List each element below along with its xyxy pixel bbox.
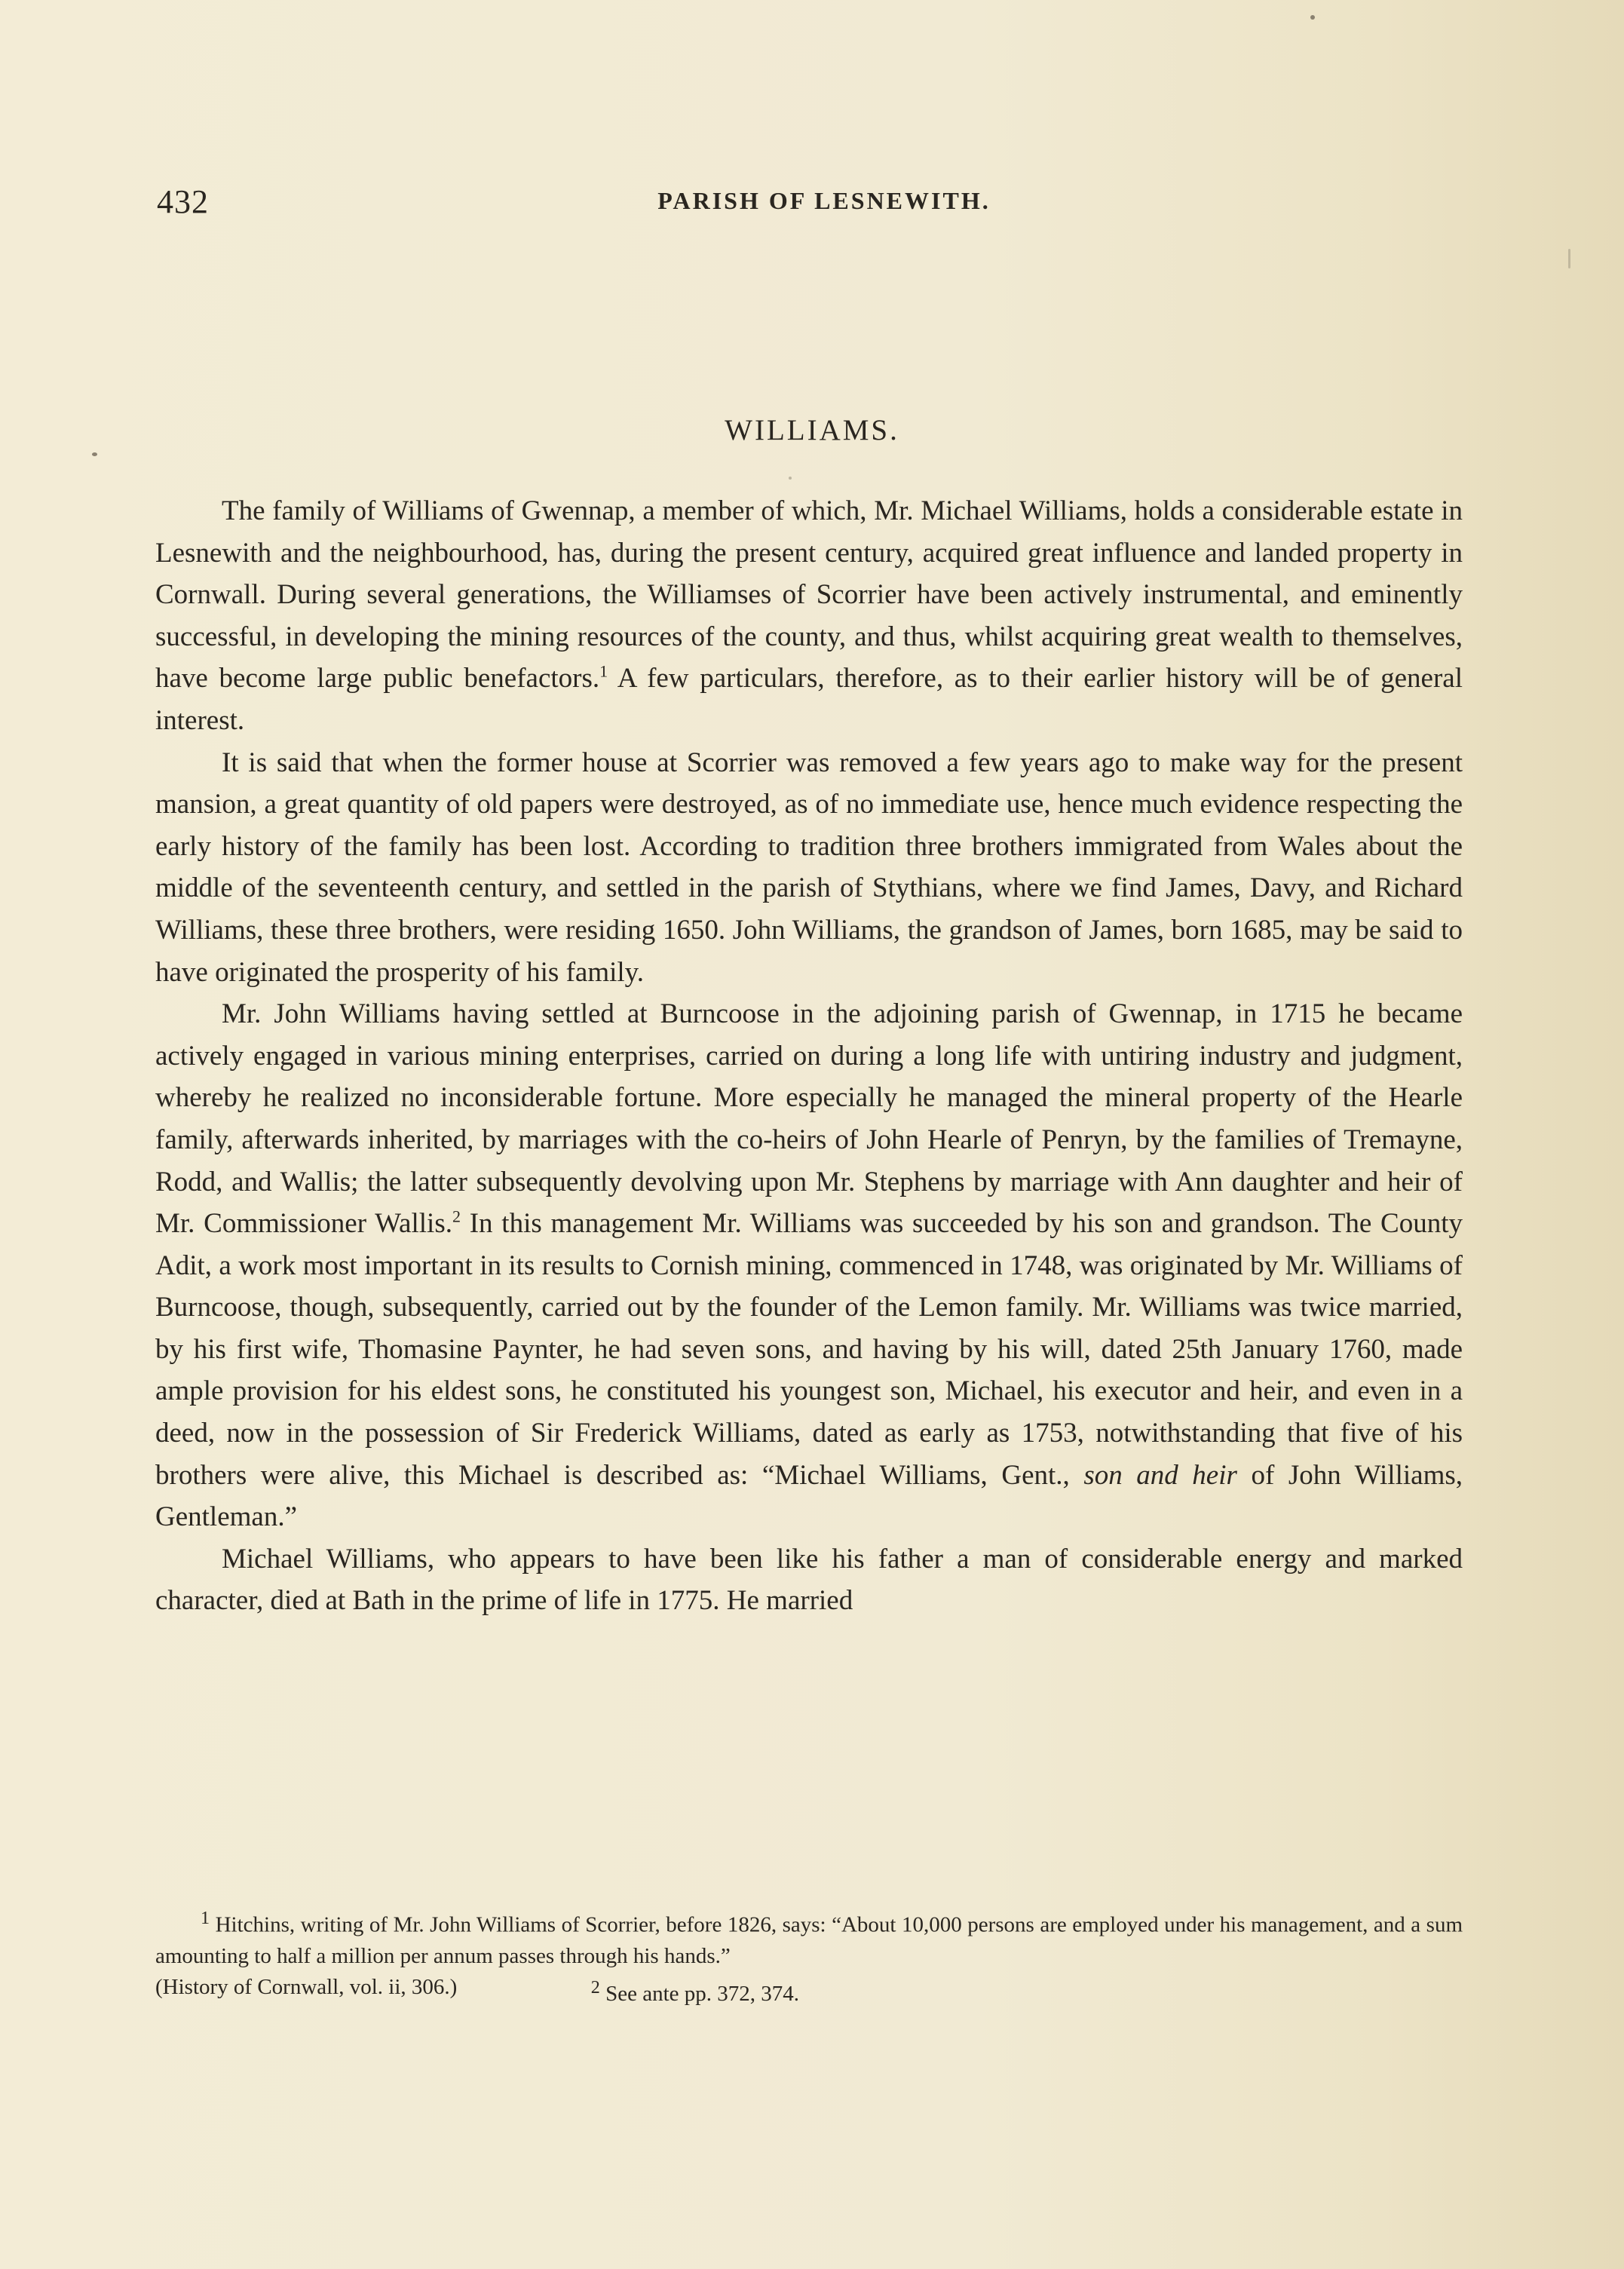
paragraph-text: In this management Mr. Williams was succeeded by his son and grandson. The County Adit, a work most important in its results to Cornish mining, commenced in 1748, was originated by Mr. Williams of Burncoose, though, subsequently, carried out by the founder of the Lemon family. Mr. Williams was twice married, by his first wife, Thomasine Paynter, he had seven sons, and having by his will, dated 25th January 1760, made ample provision for his eldest sons, he constituted his youngest son, Michael, his executor and heir, and even in a deed, now in the possession of Sir Frederick Williams, dated as early as 1753, notwithstanding that five of his brothers were alive, this Michael is described as: “Michael Williams, Gent., (155, 1208, 1463, 1491)
footnote-2 (591, 1972, 1131, 2010)
paragraph-1 (155, 490, 1463, 742)
paper-speck (1310, 15, 1315, 20)
paragraph-text: of John Williams, Gentleman.” (155, 1459, 1463, 1533)
paper-speck (789, 477, 792, 480)
running-head (157, 182, 1461, 228)
paragraph-2 (155, 742, 1463, 994)
section-title: WILLIAMS. (725, 414, 899, 446)
footnote-text: Hitchins, writing of Mr. John Williams of Scorrier, before 1826, says: “About 10,000 persons are employed under his management, and a sum amounting to half a million per annum passes through his hands.” (155, 1912, 1463, 1968)
footnote-ref: 1 (599, 662, 608, 682)
paragraph-3 (155, 993, 1463, 1538)
body-text (155, 490, 1463, 1622)
footnote-marker: 2 (590, 1976, 600, 1998)
footnote-row (155, 1972, 1463, 2010)
footnote-ref: 2 (452, 1207, 461, 1226)
italic-text: son and heir (1083, 1459, 1237, 1491)
paragraph-text: Michael Williams, who appears to have been like his father a man of considerable energy and marked character, died at Bath in the prime of life in 1775. He married (155, 1543, 1463, 1617)
footnote-text: See ante pp. 372, 374. (605, 1982, 799, 2007)
footnote-citation: (History of Cornwall, vol. ii, 306.) (155, 1974, 458, 1999)
paper-speck (92, 452, 97, 456)
paragraph-text: A few particulars, therefore, as to their earlier history will be of general interest. (155, 663, 1463, 736)
page-number: 432 (157, 183, 209, 220)
footnotes (155, 1903, 1463, 2010)
paragraph-text: Mr. John Williams having settled at Burncoose in the adjoining parish of Gwennap, in 1715 he became actively engaged in various mining enterprises, carried on during a long life with untiring industry and judgment, whereby he realized no inconsiderable fortune. More especially he managed the mineral property of the Hearle family, afterwards inherited, by marriages with the co-heirs of John Hearle of Penryn, by the families of Tremayne, Rodd, and Wallis; the latter subsequently devolving upon Mr. Stephens by marriage with Ann daughter and heir of Mr. Commissioner Wallis. (155, 998, 1463, 1240)
running-title: PARISH OF LESNEWITH. (657, 187, 991, 214)
paragraph-4 (155, 1538, 1463, 1622)
paragraph-text: The family of Williams of Gwennap, a member of which, Mr. Michael Williams, holds a considerable estate in Lesnewith and the neighbourhood, has, during the present century, acquired great influence and landed property in Cornwall. During several generations, the Williamses of Scorrier have been actively instrumental, and eminently successful, in developing the mining resources of the county, and thus, whilst acquiring great wealth to themselves, have become large public benefactors. (155, 495, 1463, 694)
paragraph-text: It is said that when the former house at Scorrier was removed a few years ago to make way for the present mansion, a great quantity of old papers were destroyed, as of no immediate use, hence much evidence respecting the early history of the family has been lost. According to tradition three brothers immigrated from Wales about the middle of the seventeenth century, and settled in the parish of Stythians, where we find James, Davy, and Richard Williams, these three brothers, were residing 1650. John Williams, the grandson of James, born 1685, may be said to have originated the prosperity of his family. (155, 747, 1463, 988)
footnote-marker: 1 (201, 1908, 210, 1928)
paper-speck (1568, 249, 1570, 268)
footnote-1 (155, 1903, 1463, 1972)
